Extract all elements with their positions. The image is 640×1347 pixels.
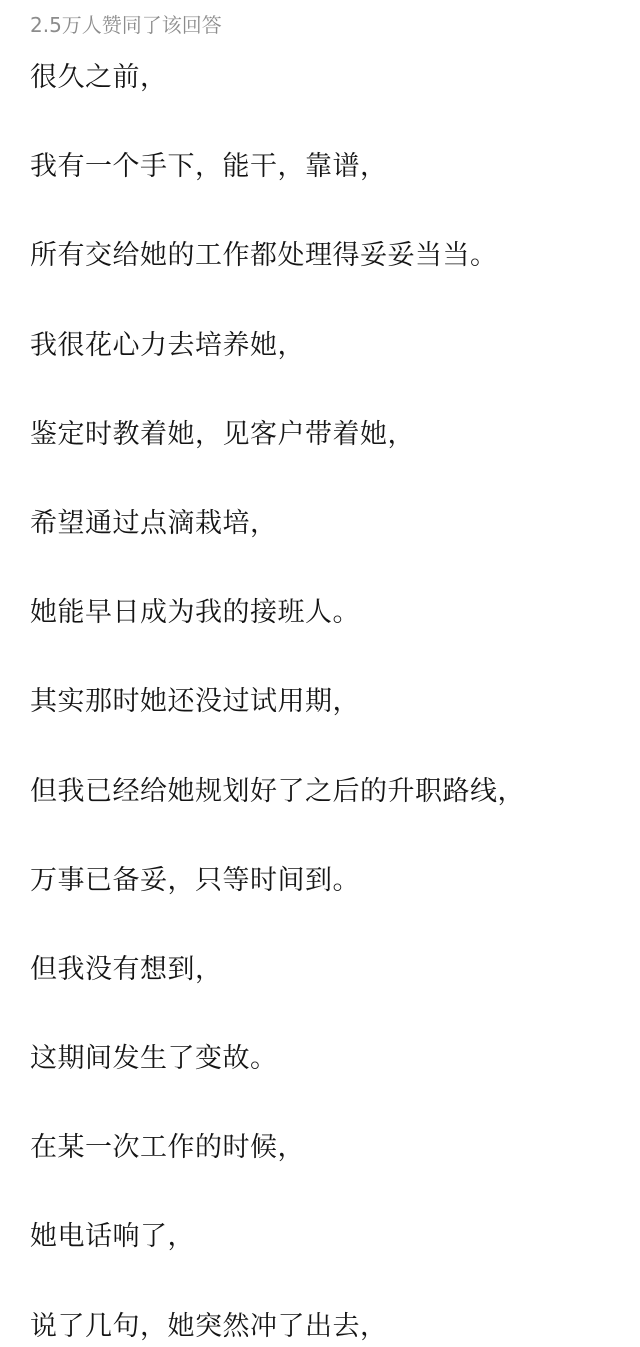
answer-paragraph: 但我已经给她规划好了之后的升职路线， — [30, 775, 525, 807]
answer-paragraph: 鉴定时教着她，见客户带着她， — [30, 418, 415, 450]
answer-paragraph: 她能早日成为我的接班人。 — [30, 597, 360, 629]
answer-paragraph: 所有交给她的工作都处理得妥妥当当。 — [30, 240, 498, 272]
answer-paragraph: 她电话响了， — [30, 1221, 195, 1253]
answer-paragraph: 很久之前， — [30, 62, 168, 93]
answer-paragraph: 万事已备妥，只等时间到。 — [30, 864, 360, 896]
answer-paragraph: 这期间发生了变故。 — [30, 1043, 278, 1075]
answer-paragraph: 希望通过点滴栽培， — [30, 507, 278, 539]
answer-paragraph: 我有一个手下，能干，靠谱， — [30, 151, 388, 183]
answer-paragraph: 但我没有想到， — [30, 953, 223, 985]
answer-paragraph: 我很花心力去培养她， — [30, 329, 305, 361]
answer-approval-count: 2.5万人赞同了该回答 — [30, 13, 222, 37]
answer-content — [30, 58, 620, 1347]
answer-paragraph: 其实那时她还没过试用期， — [30, 686, 360, 718]
answer-paragraph: 说了几句，她突然冲了出去， — [30, 1310, 388, 1342]
answer-paragraph: 在某一次工作的时候， — [30, 1132, 305, 1164]
